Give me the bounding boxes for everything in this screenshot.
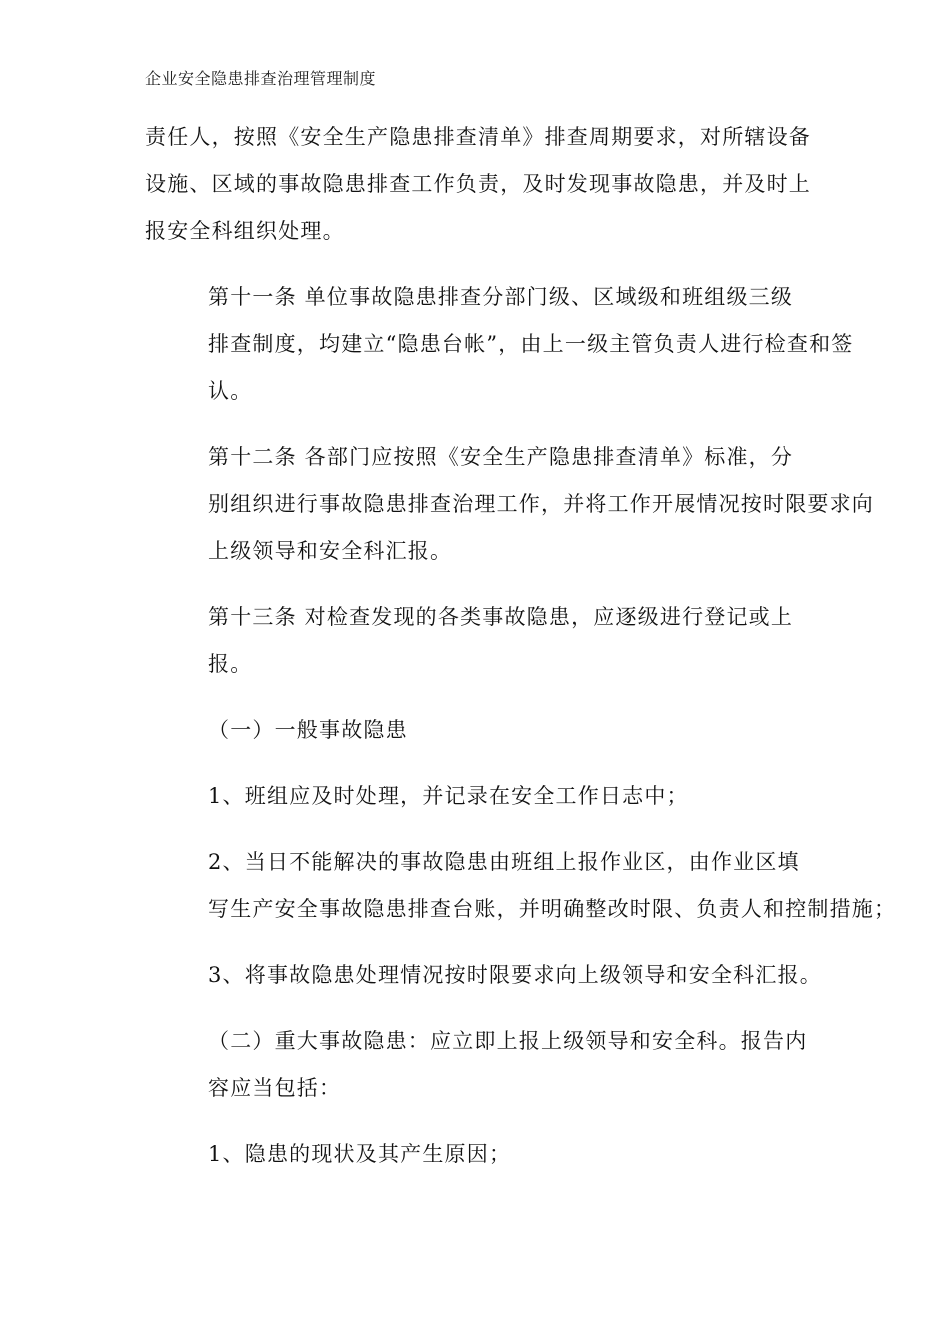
paragraph-line: 1、隐患的现状及其产生原因； <box>208 1142 512 1166</box>
paragraph-line: 设施、区域的事故隐患排查工作负责，及时发现事故隐患，并及时上 <box>145 172 811 196</box>
paragraph-line: 责任人，按照《安全生产隐患排查清单》排查周期要求，对所辖设备 <box>145 125 811 149</box>
paragraph-line: 容应当包括： <box>208 1076 342 1100</box>
paragraph-line: 别组织进行事故隐患排查治理工作，并将工作开展情况按时限要求向 <box>208 492 874 516</box>
page-header-title: 企业安全隐患排查治理管理制度 <box>145 69 377 88</box>
paragraph-line: 写生产安全事故隐患排查台账，并明确整改时限、负责人和控制措施； <box>208 897 897 921</box>
paragraph-line: 3、将事故隐患处理情况按时限要求向上级领导和安全科汇报。 <box>208 963 822 987</box>
paragraph-responsible-person <box>145 114 809 255</box>
paragraph-line: 第十二条 各部门应按照《安全生产隐患排查清单》标准，分 <box>208 445 794 469</box>
list-item-general-3 <box>145 952 822 999</box>
paragraph-line: 报。 <box>208 652 253 676</box>
list-item-major-1 <box>145 1131 809 1178</box>
paragraph-article-12 <box>145 434 874 575</box>
paragraph-line: 1、班组应及时处理，并记录在安全工作日志中； <box>208 784 689 808</box>
paragraph-line: （二）重大事故隐患：应立即上报上级领导和安全科。报告内 <box>208 1029 808 1053</box>
paragraph-line: （一）一般事故隐患 <box>208 718 408 742</box>
section-major-hazards <box>145 1018 809 1112</box>
paragraph-line: 报安全科组织处理。 <box>145 219 345 243</box>
paragraph-line: 第十三条 对检查发现的各类事故隐患，应逐级进行登记或上 <box>208 605 794 629</box>
paragraph-article-11 <box>145 274 854 415</box>
document-body <box>145 114 897 1178</box>
paragraph-line: 认。 <box>208 379 253 403</box>
paragraph-line: 第十一条 单位事故隐患排查分部门级、区域级和班组级三级 <box>208 285 794 309</box>
list-item-general-2 <box>145 839 897 933</box>
section-general-hazards <box>145 707 809 754</box>
list-item-general-1 <box>145 773 809 820</box>
paragraph-article-13 <box>145 594 809 688</box>
paragraph-line: 排查制度，均建立“隐患台帐”，由上一级主管负责人进行检查和签 <box>208 332 854 356</box>
paragraph-line: 2、当日不能解决的事故隐患由班组上报作业区，由作业区填 <box>208 850 800 874</box>
paragraph-line: 上级领导和安全科汇报。 <box>208 539 453 563</box>
